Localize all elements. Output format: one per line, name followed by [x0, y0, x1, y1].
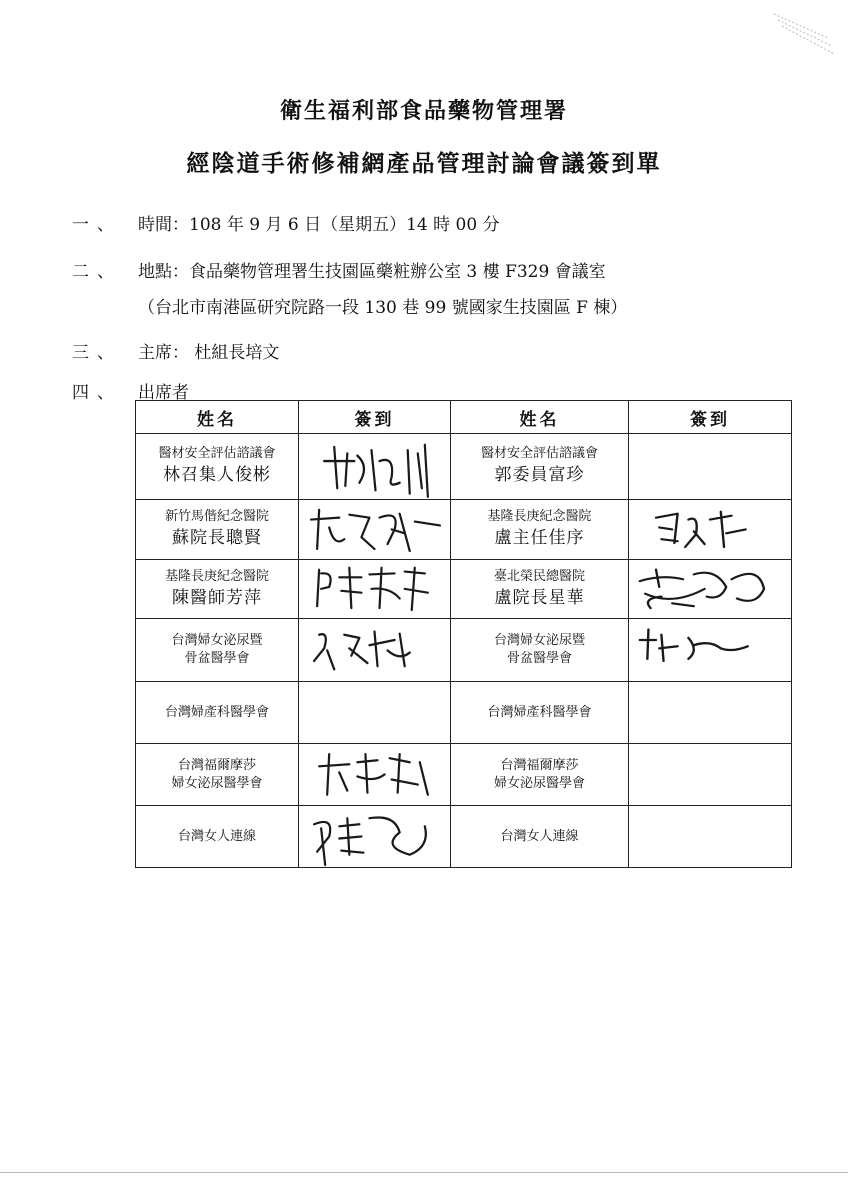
section-number: 一、 — [72, 215, 122, 235]
signature-cell-signed — [629, 559, 792, 618]
handwritten-signature — [629, 619, 791, 682]
handwritten-signature — [299, 744, 450, 805]
table-row — [136, 682, 792, 744]
agency-title: 衛生福利部食品藥物管理署 — [279, 98, 568, 124]
table-row — [136, 744, 792, 806]
section-number: 三、 — [72, 343, 122, 363]
header-name: 姓名 — [451, 401, 629, 434]
table-row — [136, 806, 792, 868]
section-number: 四、 — [72, 383, 122, 403]
attendee-name: 林召集人俊彬 — [163, 465, 271, 486]
handwritten-signature — [629, 500, 791, 559]
organization-label: 台灣婦女泌尿暨 — [493, 632, 585, 648]
organization-label: 基隆長庚紀念醫院 — [487, 509, 592, 525]
attendee-name: 盧院長星華 — [494, 587, 585, 608]
sign-in-table — [135, 400, 792, 868]
organization-label: 台灣女人連線 — [177, 828, 256, 844]
signature-cell-empty — [299, 682, 451, 744]
section-number: 二、 — [72, 262, 122, 282]
attendee-name-cell — [136, 618, 299, 682]
meeting-address: （台北市南港區研究院路一段 130 巷 99 號國家生技園區 F 棟） — [138, 298, 628, 318]
signature-cell-signed — [299, 559, 451, 618]
table-body — [136, 434, 792, 868]
table-row — [136, 434, 792, 500]
organization-label: 台灣女人連線 — [500, 828, 579, 844]
section-location — [72, 257, 606, 282]
signature-cell-signed — [629, 499, 792, 559]
handwritten-signature — [299, 806, 450, 867]
organization-label: 婦女泌尿醫學會 — [171, 775, 263, 791]
attendee-name-cell — [451, 434, 629, 500]
meeting-title: 經陰道手術修補網產品管理討論會議簽到單 — [186, 150, 662, 177]
meeting-location: 地點：食品藥物管理署生技園區藥粧辦公室 3 樓 F329 會議室 — [138, 262, 606, 282]
signature-cell-empty — [629, 806, 792, 868]
signature-cell-empty — [629, 744, 792, 806]
attendee-name-cell — [136, 806, 299, 868]
handwritten-signature — [299, 619, 450, 682]
organization-label: 醫材安全評估諮議會 — [480, 446, 598, 462]
attendee-name-cell — [136, 559, 299, 618]
attendee-name-cell — [451, 618, 629, 682]
attendee-name-cell — [451, 806, 629, 868]
handwritten-signature — [299, 434, 450, 499]
page-bottom-edge — [0, 1172, 848, 1173]
organization-label: 基隆長庚紀念醫院 — [164, 568, 269, 584]
signature-cell-signed — [299, 618, 451, 682]
attendee-name: 盧主任佳序 — [494, 528, 585, 549]
attendee-name: 郭委員富珍 — [494, 465, 585, 486]
signature-cell-empty — [629, 682, 792, 744]
organization-label: 新竹馬偕紀念醫院 — [164, 509, 269, 525]
attendee-name-cell — [451, 744, 629, 806]
handwritten-signature — [299, 500, 450, 559]
signature-cell-signed — [299, 806, 451, 868]
signature-cell-signed — [299, 744, 451, 806]
organization-label: 婦女泌尿醫學會 — [493, 775, 585, 791]
organization-label: 臺北榮民總醫院 — [493, 568, 585, 584]
organization-label: 台灣婦產科醫學會 — [164, 704, 269, 720]
handwritten-signature — [629, 560, 791, 618]
organization-label: 醫材安全評估諮議會 — [158, 446, 276, 462]
table-row — [136, 499, 792, 559]
attendee-name-cell — [136, 682, 299, 744]
organization-label: 台灣福爾摩莎 — [500, 757, 579, 773]
signature-cell-signed — [299, 434, 451, 500]
attendee-name-cell — [451, 499, 629, 559]
section-chair — [72, 338, 279, 363]
attendees-label: 出席者 — [138, 383, 189, 403]
organization-label: 骨盆醫學會 — [506, 650, 572, 666]
signature-cell-signed — [629, 618, 792, 682]
table-row — [136, 618, 792, 682]
organization-label: 台灣福爾摩莎 — [177, 757, 256, 773]
section-time — [72, 210, 500, 235]
table-row — [136, 559, 792, 618]
attendee-name: 陳醫師芳萍 — [172, 587, 262, 608]
header-signature: 簽到 — [299, 401, 451, 434]
meeting-time: 時間：108 年 9 月 6 日（星期五）14 時 00 分 — [138, 215, 500, 235]
scanner-edge-mark — [768, 8, 838, 78]
handwritten-signature — [299, 560, 450, 618]
attendee-name-cell — [136, 434, 299, 500]
attendee-name-cell — [136, 744, 299, 806]
signature-cell-signed — [299, 499, 451, 559]
header-name: 姓名 — [136, 401, 299, 434]
organization-label: 骨盆醫學會 — [184, 650, 250, 666]
attendee-name: 蘇院長聰賢 — [172, 528, 262, 549]
header-signature: 簽到 — [629, 401, 792, 434]
attendee-name-cell — [136, 499, 299, 559]
organization-label: 台灣婦女泌尿暨 — [171, 632, 263, 648]
table-header-row — [136, 401, 792, 434]
signature-cell-empty — [629, 434, 792, 500]
organization-label: 台灣婦產科醫學會 — [487, 704, 592, 720]
attendee-name-cell — [451, 682, 629, 744]
attendee-name-cell — [451, 559, 629, 618]
meeting-chair: 主席： 杜組長培文 — [138, 343, 280, 363]
